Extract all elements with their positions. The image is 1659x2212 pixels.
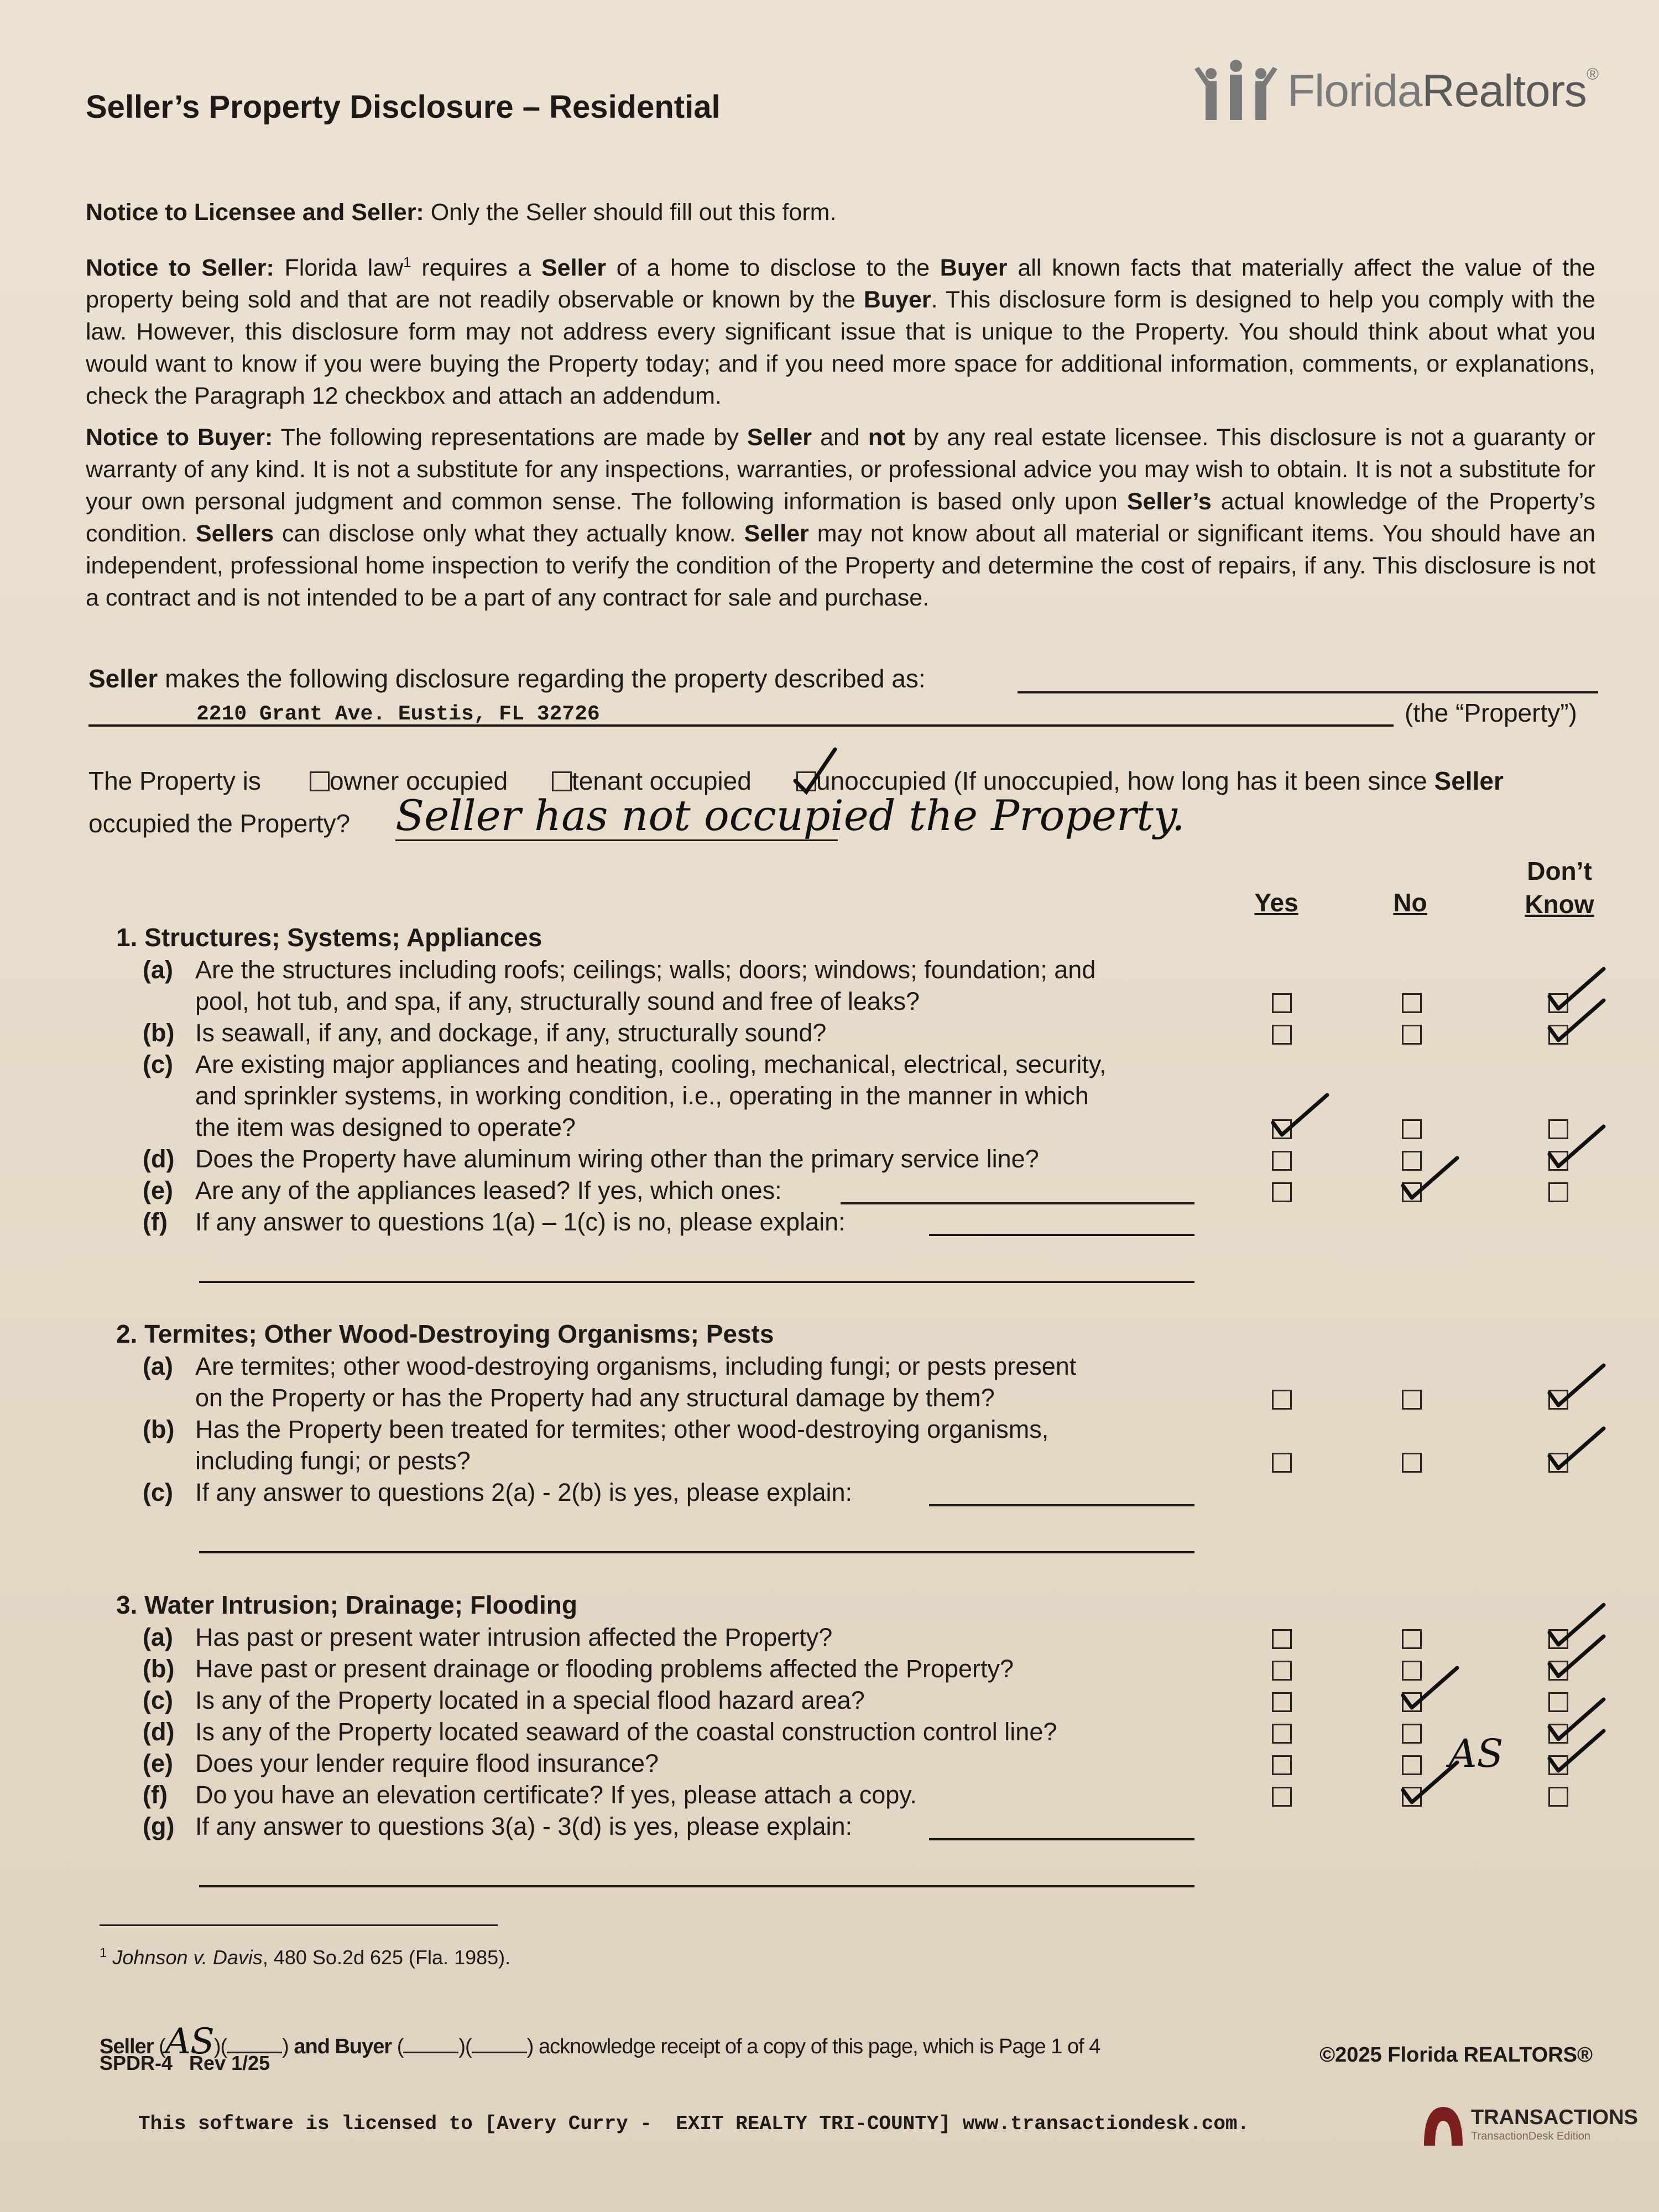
occupancy-intro: The Property is <box>88 766 261 795</box>
question-item <box>143 1684 865 1716</box>
notice-seller-text-5: . This disclosure form is designed to help you comply with the law. However, this disclosure form may not address every significant issue that is unique to the Property. You should think about what you would want to know if you were buying the Property today; and if you need more space for additional information, comments, or explanations, check the Paragraph 12 checkbox and attach an addendum. <box>86 286 1595 410</box>
notice-seller-text-3: of a home to disclose to the <box>616 254 930 281</box>
logo-text-realtors: Realtors <box>1422 66 1587 116</box>
opt-owner-label: owner occupied <box>330 766 508 795</box>
checkbox-no[interactable] <box>1402 1724 1422 1744</box>
question-text-line: Have past or present drainage or flooding problems affected the Property? <box>195 1655 1014 1683</box>
question-text <box>195 1811 852 1842</box>
question-text <box>195 1017 826 1048</box>
question-label: (b) <box>143 1655 175 1683</box>
question-item <box>143 1747 659 1779</box>
form-id: SPDR-4 <box>100 2052 173 2074</box>
question-text <box>195 1747 659 1779</box>
unocc-answer-underline <box>395 839 838 841</box>
notice-licensee <box>86 196 1595 228</box>
transactions-brand: TRANSACTIONS <box>1471 2106 1638 2129</box>
question-label: (a) <box>143 956 173 984</box>
section-heading: 1. Structures; Systems; Appliances <box>116 923 542 952</box>
question-label: (b) <box>143 1415 175 1443</box>
copyright: ©2025 Florida REALTORS® <box>1319 2043 1593 2067</box>
answer-line-2[interactable] <box>199 1551 1194 1553</box>
notice-seller-label: Notice to Seller: <box>86 254 274 281</box>
notice-buyer-bold-3: Seller’s <box>1126 488 1212 515</box>
notice-buyer-text-2: and <box>820 424 860 451</box>
question-label: (c) <box>143 1478 173 1506</box>
checkbox-tenant-occupied[interactable] <box>552 771 572 791</box>
checkbox-yes[interactable] <box>1272 1661 1292 1681</box>
question-label: (a) <box>143 1623 173 1651</box>
question-text-line: Do you have an elevation certificate? If yes, please attach a copy. <box>195 1781 917 1809</box>
checkbox-no[interactable] <box>1402 1629 1422 1649</box>
question-item <box>143 1206 846 1238</box>
checkbox-yes[interactable] <box>1272 1724 1292 1744</box>
question-text-line: Is seawall, if any, and dockage, if any, structurally sound? <box>195 1019 827 1047</box>
property-desc-underline-1 <box>1018 691 1598 693</box>
footnote <box>100 1945 510 1969</box>
transactions-logo-icon <box>1418 2101 1468 2151</box>
notice-buyer-bold-2: not <box>868 424 905 451</box>
question-item <box>143 1653 1014 1684</box>
question-text <box>195 1779 917 1811</box>
property-desc-line <box>88 664 926 693</box>
question-text-line: If any answer to questions 3(a) - 3(d) is yes, please explain: <box>195 1812 853 1840</box>
question-item <box>143 1048 1107 1143</box>
checkbox-yes[interactable] <box>1272 1629 1292 1649</box>
buyer-initials-2[interactable] <box>472 2052 527 2053</box>
question-text-line: Is any of the Property located seaward of the coastal construction control line? <box>195 1718 1057 1746</box>
question-text-line: including fungi; or pests? <box>195 1447 471 1475</box>
question-text-line: pool, hot tub, and spa, if any, structurally sound and free of leaks? <box>195 987 920 1015</box>
footer-ack-text: acknowledge receipt of a copy of this page, which is Page 1 of 4 <box>538 2035 1100 2058</box>
check-mark-icon <box>1546 1122 1607 1172</box>
question-label: (e) <box>143 1749 173 1777</box>
check-mark-icon <box>1546 996 1607 1046</box>
notice-licensee-label: Notice to Licensee and Seller: <box>86 199 424 226</box>
question-label: (a) <box>143 1352 173 1380</box>
license-text: This software is licensed to [Avery Curry - EXIT REALTY TRI-COUNTY] www.transactiondesk.com. <box>138 2112 1250 2135</box>
question-text-line: Is any of the Property located in a special flood hazard area? <box>195 1686 865 1714</box>
question-item <box>143 1413 1048 1477</box>
notice-seller-text-2: requires a <box>421 254 531 281</box>
property-address-underline <box>88 724 1394 727</box>
florida-realtors-logo <box>1194 58 1598 124</box>
footnote-ref: 1 <box>403 254 411 270</box>
check-mark-icon <box>1546 1726 1607 1776</box>
question-text-line: the item was designed to operate? <box>195 1113 576 1141</box>
column-yes: Yes <box>1254 888 1298 917</box>
question-text-line: If any answer to questions 2(a) - 2(b) is yes, please explain: <box>195 1478 853 1506</box>
question-item <box>143 1477 852 1508</box>
question-item <box>143 1621 832 1653</box>
checkbox-yes[interactable] <box>1272 1453 1292 1473</box>
question-text-line: Does the Property have aluminum wiring other than the primary service line? <box>195 1145 1039 1173</box>
question-label: (g) <box>143 1812 175 1840</box>
check-mark-icon <box>1270 1091 1331 1140</box>
notice-buyer <box>86 421 1595 614</box>
column-dont-know-2: Know <box>1525 890 1594 919</box>
question-text-line: Are existing major appliances and heating, cooling, mechanical, electrical, security, <box>195 1050 1107 1078</box>
question-text-line: Are any of the appliances leased? If yes, which ones: <box>195 1176 782 1204</box>
question-text <box>195 1350 1076 1413</box>
answer-line[interactable] <box>929 1234 1194 1236</box>
question-text <box>195 1716 1057 1747</box>
the-property-label: (the “Property”) <box>1405 698 1577 727</box>
question-text-line: Are the structures including roofs; ceilings; walls; doors; windows; foundation; and <box>195 956 1096 984</box>
checkbox-yes[interactable] <box>1272 1692 1292 1712</box>
unocc-question-2: occupied the Property? <box>88 809 351 838</box>
realtors-people-icon <box>1194 58 1277 124</box>
notice-buyer-bold-5: Seller <box>744 520 809 547</box>
property-address-field[interactable]: 2210 Grant Ave. Eustis, FL 32726 <box>196 702 600 726</box>
question-text <box>195 1684 865 1716</box>
notice-buyer-text-6: may not know about all material or significant items. You should have an independent, professional home inspection to verify the condition of the Property and determine the cost of repairs, if any. This disclosure is not a contract and is not intended to be a part of any contract for sale and purchase. <box>86 520 1596 611</box>
question-text <box>195 1477 852 1508</box>
footnote-divider <box>100 1924 498 1926</box>
checkbox-yes[interactable] <box>1272 1390 1292 1410</box>
notice-buyer-text-1: The following representations are made by <box>280 424 739 451</box>
question-text-line: and sprinkler systems, in working condition, i.e., operating in the manner in which <box>195 1082 1089 1110</box>
section-heading: 2. Termites; Other Wood-Destroying Organisms; Pests <box>116 1319 774 1348</box>
footer-and: and <box>294 2035 330 2058</box>
question-text <box>195 954 1095 1017</box>
question-text <box>195 1621 832 1653</box>
question-label: (d) <box>143 1145 175 1173</box>
notice-seller-bold-2: Buyer <box>940 254 1008 281</box>
column-dont-know <box>1493 854 1626 921</box>
property-desc-text: makes the following disclosure regarding the property described as: <box>165 664 926 693</box>
question-label: (c) <box>143 1686 173 1714</box>
question-text-line: Does your lender require flood insurance? <box>195 1749 659 1777</box>
unocc-question-1: (If unoccupied, how long has it been since <box>953 766 1427 795</box>
question-text-line: Has the Property been treated for termites; other wood-destroying organisms, <box>195 1415 1049 1443</box>
question-item <box>143 1350 1076 1413</box>
initials-note: AS <box>1449 1731 1504 1776</box>
question-text-line: If any answer to questions 1(a) – 1(c) is no, please explain: <box>195 1208 846 1236</box>
check-mark-icon <box>1400 1154 1460 1203</box>
checkbox-yes[interactable] <box>1272 1025 1292 1045</box>
form-rev: Rev 1/25 <box>189 2052 270 2074</box>
checkbox-no[interactable] <box>1402 993 1422 1013</box>
checkbox-owner-occupied[interactable] <box>310 771 330 791</box>
transactions-brand-sub: TransactionDesk Edition <box>1471 2130 1591 2142</box>
notice-buyer-text-3: by any real estate licensee. This disclosure is not a guaranty or warranty of any kind. It is not a substitute for any inspections, warranties, or professional advice you may wish to obtain. It is not a substitute for your own personal judgment and common sense. The following information is based only upon <box>86 424 1596 515</box>
check-mark-icon <box>1546 1424 1607 1474</box>
checkbox-don-t-know[interactable] <box>1548 1787 1568 1807</box>
question-text <box>195 1413 1048 1477</box>
opt-unoccupied-label: unoccupied <box>816 766 947 795</box>
checkbox-don-t-know[interactable] <box>1548 1182 1568 1202</box>
question-text-line: Has past or present water intrusion affected the Property? <box>195 1623 833 1651</box>
seller-initials[interactable]: AS <box>165 2021 214 2062</box>
check-mark-icon <box>1546 1632 1607 1682</box>
answer-line[interactable] <box>929 1504 1194 1506</box>
question-label: (f) <box>143 1208 168 1236</box>
notice-seller-bold-1: Seller <box>541 254 607 281</box>
notice-seller-bold-3: Buyer <box>863 286 931 314</box>
checkbox-no[interactable] <box>1402 1390 1422 1410</box>
column-no: No <box>1393 888 1427 917</box>
question-text <box>195 1653 1014 1684</box>
notice-seller-text-1: Florida law <box>284 254 404 281</box>
check-mark-icon <box>1400 1663 1460 1713</box>
question-item <box>143 1017 826 1048</box>
question-text-line: on the Property or has the Property had any structural damage by them? <box>195 1384 995 1412</box>
question-item <box>143 1779 917 1811</box>
question-item <box>143 954 1095 1017</box>
checkbox-yes[interactable] <box>1272 1151 1292 1171</box>
footnote-case: Johnson v. Davis <box>112 1946 263 1969</box>
notice-buyer-text-5: can disclose only what they actually know. <box>281 520 736 547</box>
form-id-line <box>100 2052 270 2075</box>
notice-seller <box>86 246 1595 412</box>
question-item <box>143 1716 1057 1747</box>
question-text <box>195 1143 1039 1175</box>
question-item <box>143 1811 852 1842</box>
question-label: (d) <box>143 1718 175 1746</box>
question-text-line: Are termites; other wood-destroying organisms, including fungi; or pests present <box>195 1352 1077 1380</box>
notice-buyer-label: Notice to Buyer: <box>86 424 273 451</box>
footer-buyer: Buyer <box>335 2035 392 2058</box>
form-title: Seller’s Property Disclosure – Residential <box>86 89 721 125</box>
footnote-number: 1 <box>100 1945 107 1960</box>
property-seller-word: Seller <box>88 664 158 693</box>
checkbox-yes[interactable] <box>1272 993 1292 1013</box>
checkbox-no[interactable] <box>1402 1025 1422 1045</box>
question-label: (f) <box>143 1781 168 1809</box>
notice-buyer-text-4: actual knowledge of the Property’s condition. <box>86 488 1595 547</box>
question-label: (e) <box>143 1176 173 1204</box>
answer-line[interactable] <box>841 1202 1194 1204</box>
notice-buyer-bold-1: Seller <box>747 424 812 451</box>
checkbox-yes[interactable] <box>1272 1755 1292 1775</box>
question-text <box>195 1048 1107 1143</box>
footnote-cite: , 480 So.2d 625 (Fla. 1985). <box>262 1946 511 1969</box>
notice-seller-text-4: all known facts that materially affect the value of the property being sold and that are not readily observable or known by the <box>86 254 1595 314</box>
buyer-initials-1[interactable] <box>403 2052 458 2053</box>
answer-line[interactable] <box>929 1838 1194 1840</box>
question-text <box>195 1206 846 1238</box>
notice-licensee-text: Only the Seller should fill out this form. <box>430 199 837 226</box>
answer-line-2[interactable] <box>199 1885 1194 1887</box>
notice-buyer-bold-4: Sellers <box>195 520 274 547</box>
question-item <box>143 1175 782 1206</box>
question-item <box>143 1143 1039 1175</box>
occupancy-line <box>88 766 261 796</box>
checkbox-yes[interactable] <box>1272 1182 1292 1202</box>
checkbox-yes[interactable] <box>1272 1787 1292 1807</box>
footer-ack-line: Seller (AS)( ) and Buyer ( )( ) acknowledge receipt of a copy of this page, which is Page 1 of 4 <box>100 2021 1100 2062</box>
opt-tenant-label: tenant occupied <box>572 766 752 795</box>
question-label: (c) <box>143 1050 173 1078</box>
unocc-handwritten-answer[interactable]: Seller has not occupied the Property. <box>395 791 1185 840</box>
question-text <box>195 1175 782 1206</box>
unocc-seller-bold: Seller <box>1434 766 1504 795</box>
checkbox-no[interactable] <box>1402 1453 1422 1473</box>
logo-text-florida: Florida <box>1287 66 1422 116</box>
footer-seller: Seller <box>100 2035 154 2058</box>
column-dont-know-1: Don’t <box>1527 857 1592 885</box>
logo-reg: ® <box>1586 65 1598 84</box>
answer-line-2[interactable] <box>199 1281 1194 1283</box>
check-mark-icon <box>1546 1361 1607 1411</box>
section-heading: 3. Water Intrusion; Drainage; Flooding <box>116 1590 577 1619</box>
checkbox-no[interactable] <box>1402 1119 1422 1139</box>
question-label: (b) <box>143 1019 175 1047</box>
